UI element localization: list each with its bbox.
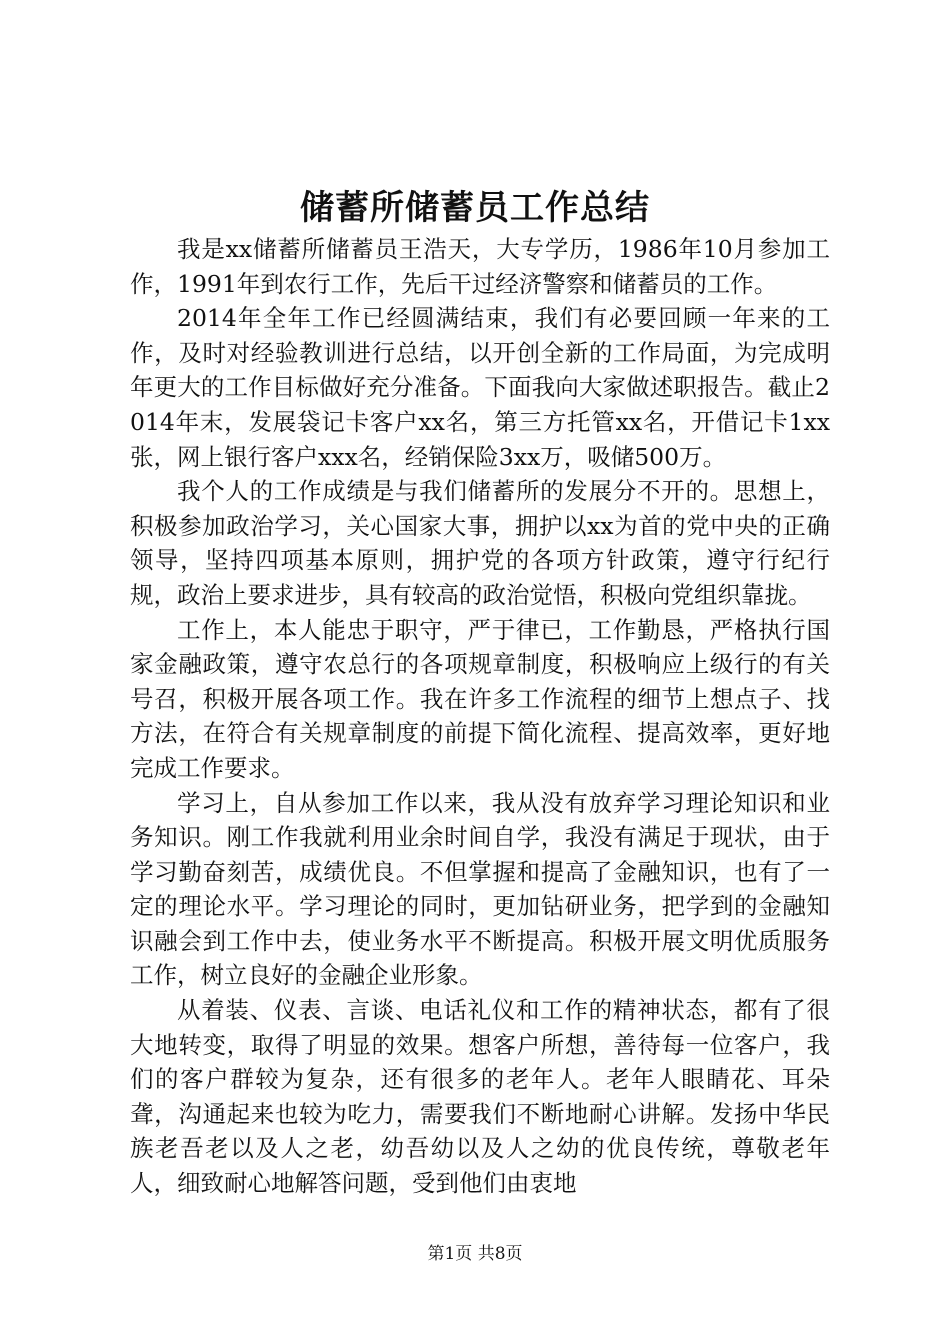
document-title: 储蓄所储蓄员工作总结 — [300, 188, 650, 228]
paragraph-intro: 我是xx储蓄所储蓄员王浩天，大专学历，1986年10月参加工作，1991年到农行工作，先后干过经济警察和储蓄员的工作。 — [130, 235, 830, 298]
paragraph-political-thought: 我个人的工作成绩是与我们储蓄所的发展分不开的。思想上，积极参加政治学习，关心国家大事，拥护以xx为首的党中央的正确领导，坚持四项基本原则，拥护党的各项方针政策，遵守行纪行规，政治上要求进步，具有较高的政治觉悟，积极向党组织靠拢。 — [130, 477, 830, 609]
document-body — [130, 232, 830, 1201]
paragraph-service: 从着装、仪表、言谈、电话礼仪和工作的精神状态，都有了很大地转变，取得了明显的效果。想客户所想，善待每一位客户，我们的客户群较为复杂，还有很多的老年人。老年人眼睛花、耳朵聋，沟通起来也较为吃力，需要我们不断地耐心讲解。发扬中华民族老吾老以及人之老，幼吾幼以及人之幼的优良传统，尊敬老年人，细致耐心地解答问题，受到他们由衷地 — [130, 996, 830, 1198]
page-footer: 第1页 共8页 — [427, 1244, 523, 1264]
paragraph-work-performance: 工作上，本人能忠于职守，严于律已，工作勤恳，严格执行国家金融政策，遵守农总行的各项规章制度，积极响应上级行的有关号召，积极开展各项工作。我在许多工作流程的细节上想点子、找方法，在符合有关规章制度的前提下简化流程、提高效率，更好地完成工作要求。 — [130, 615, 830, 782]
paragraph-annual-summary: 2014年全年工作已经圆满结束，我们有必要回顾一年来的工作，及时对经验教训进行总结，以开创全新的工作局面，为完成明年更大的工作目标做好充分准备。下面我向大家做述职报告。截止2014年末，发展袋记卡客户xx名，第三方托管xx名，开借记卡1xx张，网上银行客户xxx名，经销保险3xx万，吸储500万。 — [130, 304, 830, 471]
paragraph-study: 学习上，自从参加工作以来，我从没有放弃学习理论知识和业务知识。刚工作我就利用业余时间自学，我没有满足于现状，由于学习勤奋刻苦，成绩优良。不但掌握和提高了金融知识，也有了一定的理论水平。学习理论的同时，更加钻研业务，把学到的金融知识融会到工作中去，使业务水平不断提高。积极开展文明优质服务工作，树立良好的金融企业形象。 — [130, 788, 830, 990]
